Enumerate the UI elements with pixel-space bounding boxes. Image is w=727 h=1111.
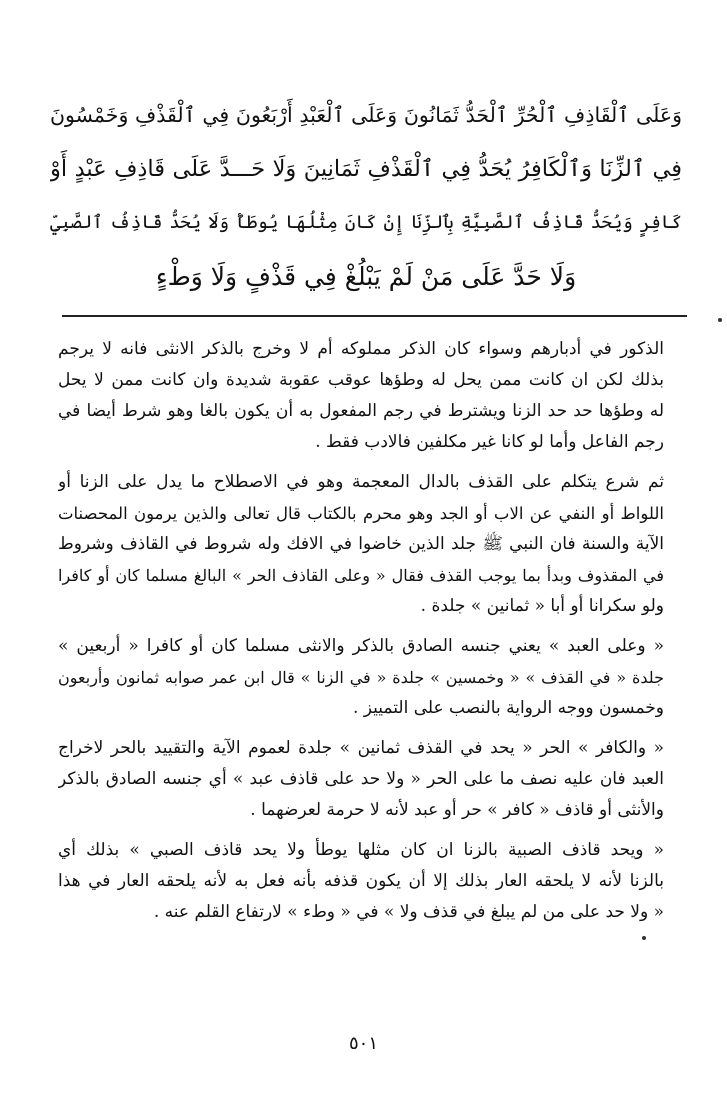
page-number: ٥٠١ [348, 1033, 378, 1054]
commentary-line: والأنثى أو قاذف « كافر » حر أو عبد لأنه لا حرمة لعرضهما . [250, 800, 664, 820]
commentary-line: الآية والسنة فان النبي ﷺ جلد الذين خاضوا في الافك وله شروط في القاذف وشروط [58, 534, 664, 554]
commentary-line: في المقذوف وبدأ بما يوجب القذف فقال « وعلى القاذف الحر » البالغ مسلما كان أو كافرا [58, 566, 664, 585]
commentary-line: « ولا حد على من لم يبلغ في قذف ولا » في « وطء » لارتفاع القلم عنه . [153, 902, 664, 922]
commentary-line: ثم شرع يتكلم على القذف بالدال المعجمة وهو في الاصطلاح ما يدل على الزنا أو [58, 472, 664, 492]
commentary-line: الذكور في أدبارهم وسواء كان الذكر مملوكه أم لا وخرج بالذكر الانثى فانه لا يرجم [58, 339, 664, 359]
ink-speck [718, 318, 722, 322]
commentary-line: بذلك لكن ان كانت ممن يحل له وطؤها عوقب عقوبة شديدة وان كانت ممن لا يحل [58, 370, 664, 390]
separator-rule [62, 315, 687, 317]
matn-line: وَلَا حَدَّ عَلَى مَنْ لَمْ يَبْلُغْ فِي قَذْفٍ وَلَا وَطْءٍ [155, 262, 577, 291]
matn-line: كَافِرٍ وَيُحَدُّ قَاذِفُ ٱلصَّبِيَّةِ بِٱلزِّنَا إِنْ كَانَ مِثْلُهَا يُوطَأُ وَلَا يُحَدُّ قَاذِفُ ٱلصَّبِيِّ [50, 212, 682, 233]
commentary-line: « وعلى العبد » يعني جنسه الصادق بالذكر والانثى مسلما كان أو كافرا « أربعين » [58, 636, 664, 656]
commentary-text [58, 334, 664, 937]
matn-line: وَعَلَى ٱلْقَاذِفِ ٱلْحُرِّ ٱلْحَدُّ ثَمَانُونَ وَعَلَى ٱلْعَبْدِ أَرْبَعُونَ فِي ٱلْقَذْفِ وَخَمْسُونَ [50, 103, 682, 127]
commentary-line: بالزنا لأنه لا يلحقه العار بذلك إلا أن يكون قذفه بأنه فعل به لأنه يلحقه العار في هذا [58, 871, 664, 891]
commentary-line: اللواط أو النفي عن الاب أو الجد وهو محرم بالكتاب قال تعالى والذين يرمون المحصنات [58, 504, 664, 523]
matn-line: فِي ٱلزِّنَا وَٱلْكَافِرُ يُحَدُّ فِي ٱلْقَذْفِ ثَمَانِينَ وَلَا حَـــدَّ عَلَى قَاذِفِ عَبْدٍ أَوْ [50, 156, 682, 182]
commentary-line: « والكافر » الحر « يحد في القذف ثمانين » جلدة لعموم الآية والتقييد بالحر لاخراج [58, 738, 664, 758]
commentary-paragraph [58, 631, 664, 724]
commentary-line: العبد فان عليه نصف ما على الحر « ولا حد على قاذف عبد » أي جنسه الصادق بالذكر [58, 769, 664, 789]
commentary-line: له وطؤها حد حد الزنا ويشترط في رجم المفعول به أن يكون بالغا وهو شرط أيضا في [58, 401, 664, 421]
commentary-line: ولو سكرانا أو أبا « ثمانين » جلدة . [420, 596, 664, 616]
commentary-line: رجم الفاعل وأما لو كانا غير مكلفين فالادب فقط . [315, 432, 664, 452]
commentary-paragraph [58, 733, 664, 826]
commentary-paragraph [58, 334, 664, 458]
ink-speck [642, 936, 646, 940]
commentary-paragraph [58, 467, 664, 622]
commentary-line: وخمسون ووجه الرواية بالنصب على التمييز . [352, 698, 664, 718]
commentary-paragraph [58, 835, 664, 928]
commentary-line: جلدة « في القذف » « وخمسين » جلدة « في الزنا » قال ابن عمر صوابه ثمانون وأربعون [58, 668, 664, 687]
commentary-line: « ويحد قاذف الصبية بالزنا ان كان مثلها يوطأ ولا يحد قاذف الصبي » بذلك أي [58, 840, 664, 860]
matn-text [50, 88, 682, 304]
